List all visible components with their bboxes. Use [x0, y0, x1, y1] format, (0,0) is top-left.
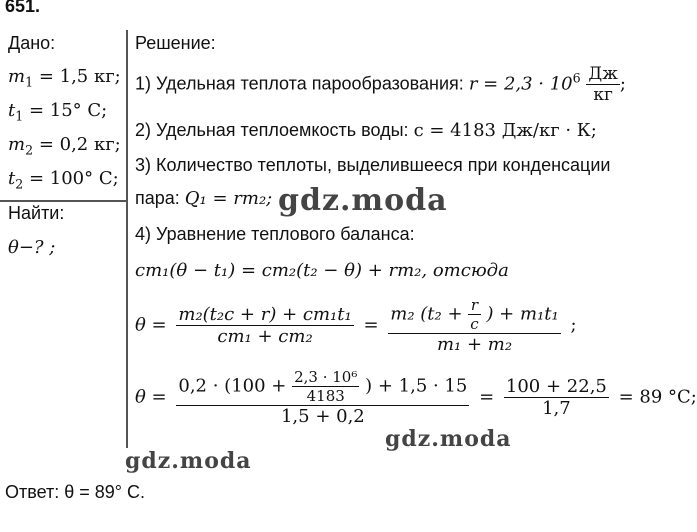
step3-line1: 3) Количество теплоты, выделившееся при конденсации — [135, 155, 611, 175]
given-heading: Дано: — [8, 33, 56, 53]
problem-number: 651. — [5, 0, 41, 16]
given-separator — [0, 200, 126, 202]
theta-calculation: θ = 0,2 · (100 + $\frac{\text{2,3 · 10⁶}}{4183}$ ) + 1,5 · 15 1,5 + 0,2 = $\frac{100 + 22,5}{1,7}$ = 89 °C; — [135, 368, 697, 427]
answer: Ответ: θ = 89° C. — [5, 482, 146, 502]
step4-heading: 4) Уравнение теплового баланса: — [135, 224, 415, 244]
step2: 2) Удельная теплоемкость воды: c = 4183 Дж/кг · К; — [135, 120, 597, 141]
step3-line2: пара: Q₁ = rm₂; — [135, 188, 273, 209]
given-line-m1: $m_1 = 1,5$ кг; — [8, 66, 121, 90]
solution-heading: Решение: — [135, 33, 216, 53]
given-line-t2: $t_2 = 100^\circ$ C; — [8, 168, 119, 192]
find-value: θ−? ; — [8, 237, 56, 258]
given-line-t1: $t_1 = 15^\circ$ C; — [8, 100, 108, 124]
watermark-logo: gdz.moda — [278, 183, 448, 218]
column-divider — [126, 30, 128, 448]
balance-equation: cm₁(θ − t₁) = cm₂(t₂ − θ) + rm₂, отсюда — [135, 260, 509, 281]
step1: 1) Удельная теплота парообразования: $r = 2,3 \cdot 10^6$ $\frac{Дж}{кг}$ ; — [135, 64, 626, 105]
theta-formula: θ = $\frac{\text{m₂(t₂c + r) + cm₁t₁}}{\text{cm₁ + cm₂}}$ = m₂ (t₂ + $\frac{r}{c}$ ) + m₁t₁ m₁ + m₂ ; — [135, 296, 577, 355]
watermark-logo: gdz.moda — [125, 448, 252, 474]
given-line-m2: $m_2 = 0,2$ кг; — [8, 134, 121, 158]
watermark-logo: gdz.moda — [385, 426, 512, 452]
find-heading: Найти: — [8, 203, 65, 223]
